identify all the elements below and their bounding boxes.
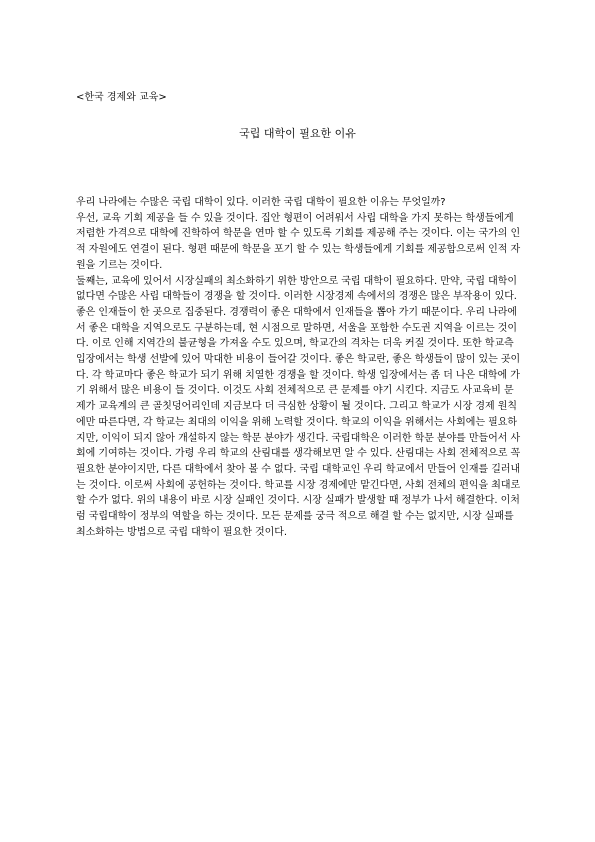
paragraph-4: 좋은 인재들이 한 곳으로 집중된다. 경쟁력이 좋은 대학에서 인재들을 뽑아 가기 때문이다. 우리 나라에서 좋은 대학을 지역으로도 구분하는데, 현 시점으로 말하면, 서울을 포함한 수도권 지역을 이르는 것이다. 이로 인해 지역간의 불균형을 가져올 수도 있으며, 학교간의 격차는 더욱 커질 것이다. 또한 학교측 입장에서는 학생 선발에 있어 막대한 비용이 들어갈 것이다. 좋은 학교란, 좋은 학생들이 많이 있는 곳이다. 각 학교마다 좋은 학교가 되기 위해 치열한 경쟁을 할 것이다. 학생 입장에서는 좀 더 나은 대학에 가기 위해서 많은 비용이 들 것이다. 이것도 사회 전체적으로 큰 문제를 야기 시킨다. 지금도 사교육비 문제가 교육계의 큰 골칫덩어리인데 지금보다 더 극심한 상황이 될 것이다. 그리고 학교가 시장 경제 원칙에만 따른다면, 각 학교는 최대의 이익을 위해 노력할 것이다. 학교의 이익을 위해서는 사회에는 필요하지만, 이익이 되지 않아 개설하지 않는 학문 분야가 생긴다. 국립대학은 이러한 학문 분야를 만들어서 사회에 기여하는 것이다. 가령 우리 학교의 산림대를 생각해보면 알 수 있다. 산림대는 사회 전체적으로 꼭 필요한 분야이지만, 다른 대학에서 찾아 볼 수 없다. 국립 대학교인 우리 학교에서 만들어 인재를 길러내는 것이다. 이로써 사회에 공헌하는 것이다. 학교를 시장 경제에만 맡긴다면, 사회 전체의 편익을 최대로 할 수가 없다. 위의 내용이 바로 시장 실패인 것이다. 시장 실패가 발생할 때 정부가 나서 해결한다. 이처럼 국립대학이 정부의 역할을 하는 것이다. 모든 문제를 궁극 적으로 해결 할 수는 없지만, 시장 실패를 최소화하는 방법으로 국립 대학이 필요한 것이다. <box>76 306 521 538</box>
paragraph-2: 우선, 교육 기회 제공을 들 수 있을 것이다. 집안 형편이 어려워서 사립 대학을 가지 못하는 학생들에게 저렴한 가격으로 대학에 진학하여 학문을 연마 할 수 있도록 기회를 제공해 주는 것이다. 이는 국가의 인적 자원에도 연결이 된다. 형편 때문에 학문을 포기 할 수 있는 학생들에게 기회를 제공함으로써 인적 자원을 기르는 것이다. <box>76 212 521 271</box>
document-body <box>76 195 521 540</box>
document-category: <한국 경제와 교육> <box>76 92 167 103</box>
paragraph-3: 둘째는, 교육에 있어서 시장실패의 최소화하기 위한 방안으로 국립 대학이 필요하다. 만약, 국립 대학이 없다면 수많은 사립 대학들이 경쟁을 할 것이다. 이러한 시장경제 속에서의 경쟁은 많은 부작용이 있다. <box>76 275 517 303</box>
document-title: 국립 대학이 필요한 이유 <box>239 127 356 140</box>
paragraph-1: 우리 나라에는 수많은 국립 대학이 있다. 이러한 국립 대학이 필요한 이유는 무엇일까? <box>76 197 446 208</box>
